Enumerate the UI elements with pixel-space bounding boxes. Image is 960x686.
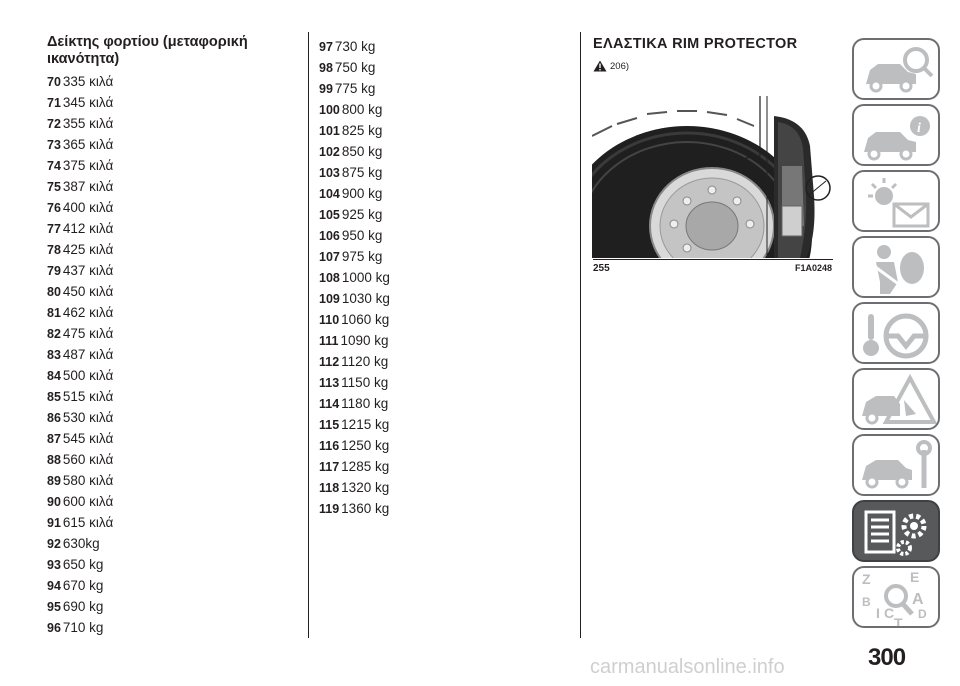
emergency-icon <box>854 370 940 430</box>
svg-text:B: B <box>862 595 871 609</box>
load-capacity-value: 750 kg <box>334 60 376 75</box>
load-capacity-value: 670 kg <box>62 578 104 593</box>
load-index-row <box>47 365 113 386</box>
load-index-row <box>47 134 113 155</box>
load-index-row <box>319 120 390 141</box>
load-capacity-value: 437 κιλά <box>62 263 114 278</box>
tab-dashboard[interactable] <box>852 38 940 100</box>
load-index-row <box>47 281 113 302</box>
svg-text:T: T <box>894 615 903 630</box>
load-index-row <box>47 554 113 575</box>
load-index-row <box>47 491 113 512</box>
load-index-number: 110 <box>319 313 340 327</box>
load-capacity-value: 1000 kg <box>341 270 390 285</box>
maintenance-icon <box>854 436 940 496</box>
load-index-number: 85 <box>47 390 61 404</box>
load-index-row <box>47 239 113 260</box>
figure-number: 255 <box>593 263 610 274</box>
load-capacity-value: 355 κιλά <box>62 116 114 131</box>
load-index-number: 71 <box>47 96 61 110</box>
load-capacity-value: 425 κιλά <box>62 242 114 257</box>
load-capacity-value: 900 kg <box>341 186 383 201</box>
rim-protector-title: ΕΛΑΣΤΙΚΑ RIM PROTECTOR <box>593 36 798 52</box>
load-index-row <box>319 372 390 393</box>
load-index-row <box>319 330 390 351</box>
load-index-row <box>47 176 113 197</box>
lights-message-icon <box>854 172 940 232</box>
load-index-row <box>47 302 113 323</box>
load-index-number: 75 <box>47 180 61 194</box>
load-index-row <box>47 197 113 218</box>
load-index-number: 106 <box>319 229 340 243</box>
svg-text:I: I <box>876 605 880 621</box>
load-index-number: 99 <box>319 82 333 96</box>
load-capacity-value: 412 κιλά <box>62 221 114 236</box>
load-index-number: 114 <box>319 397 340 411</box>
load-index-row <box>47 92 113 113</box>
load-index-row <box>47 155 113 176</box>
load-index-row <box>47 617 113 638</box>
svg-text:i: i <box>917 121 921 136</box>
load-index-number: 78 <box>47 243 61 257</box>
load-capacity-value: 1215 kg <box>341 417 390 432</box>
load-capacity-value: 1120 kg <box>341 354 389 369</box>
load-index-row <box>319 477 390 498</box>
load-index-number: 74 <box>47 159 61 173</box>
load-index-number: 91 <box>47 516 61 530</box>
svg-text:D: D <box>918 607 927 621</box>
load-capacity-value: 560 κιλά <box>62 452 114 467</box>
steering-starting-icon <box>854 304 940 364</box>
load-capacity-value: 462 κιλά <box>62 305 114 320</box>
load-capacity-value: 825 kg <box>341 123 383 138</box>
load-index-number: 117 <box>319 460 340 474</box>
load-capacity-value: 1090 kg <box>340 333 389 348</box>
load-capacity-value: 650 kg <box>62 557 104 572</box>
load-index-row <box>47 407 113 428</box>
watermark: carmanualsonline.info <box>590 656 785 678</box>
load-capacity-value: 615 κιλά <box>62 515 114 530</box>
load-index-row <box>47 596 113 617</box>
load-index-number: 109 <box>319 292 340 306</box>
tab-technical-data[interactable] <box>852 500 940 562</box>
tab-starting-driving[interactable] <box>852 302 940 364</box>
load-index-row <box>319 435 390 456</box>
load-index-row <box>319 288 390 309</box>
load-index-row <box>319 183 390 204</box>
dashboard-car-icon <box>854 40 940 100</box>
page-number: 300 <box>868 644 906 671</box>
load-index-row <box>319 498 390 519</box>
load-index-row <box>47 218 113 239</box>
load-capacity-value: 345 κιλά <box>62 95 114 110</box>
load-index-number: 70 <box>47 75 61 89</box>
load-capacity-value: 730 kg <box>334 39 376 54</box>
load-index-row <box>47 449 113 470</box>
load-capacity-value: 475 κιλά <box>62 326 114 341</box>
load-capacity-value: 1150 kg <box>341 375 389 390</box>
load-index-row <box>319 204 390 225</box>
load-index-number: 100 <box>319 103 340 117</box>
load-index-number: 89 <box>47 474 61 488</box>
load-index-row <box>47 344 113 365</box>
load-capacity-value: 600 κιλά <box>62 494 114 509</box>
load-index-row <box>319 456 390 477</box>
load-capacity-value: 487 κιλά <box>62 347 114 362</box>
load-index-row <box>319 393 390 414</box>
svg-text:A: A <box>912 591 924 608</box>
load-capacity-value: 800 kg <box>341 102 383 117</box>
tab-emergency[interactable] <box>852 368 940 430</box>
load-index-number: 95 <box>47 600 61 614</box>
load-index-number: 76 <box>47 201 61 215</box>
load-index-number: 116 <box>319 439 340 453</box>
load-capacity-value: 375 κιλά <box>62 158 114 173</box>
load-index-number: 115 <box>319 418 340 432</box>
index-az-icon <box>854 568 940 628</box>
load-index-number: 113 <box>319 376 340 390</box>
figure-rule <box>593 259 833 260</box>
load-index-row <box>47 428 113 449</box>
load-index-number: 83 <box>47 348 61 362</box>
svg-text:E: E <box>910 569 920 585</box>
load-index-number: 77 <box>47 222 61 236</box>
load-capacity-value: 710 kg <box>62 620 104 635</box>
load-capacity-value: 1285 kg <box>341 459 390 474</box>
column-divider <box>580 32 581 638</box>
load-index-row <box>319 78 390 99</box>
tab-index[interactable] <box>852 566 940 628</box>
load-index-number: 93 <box>47 558 61 572</box>
load-index-row <box>47 470 113 491</box>
load-capacity-value: 387 κιλά <box>62 179 114 194</box>
load-index-row <box>319 246 390 267</box>
load-index-row <box>47 323 113 344</box>
load-capacity-value: 1320 kg <box>341 480 390 495</box>
car-info-icon <box>854 106 940 166</box>
warning-reference <box>593 60 629 72</box>
load-capacity-value: 875 kg <box>341 165 383 180</box>
load-capacity-value: 335 κιλά <box>62 74 114 89</box>
tab-car-info[interactable] <box>852 104 940 166</box>
load-index-number: 80 <box>47 285 61 299</box>
load-index-column-2 <box>319 36 390 519</box>
rim-protector-tire-figure <box>592 96 832 258</box>
load-index-number: 104 <box>319 187 340 201</box>
load-index-number: 88 <box>47 453 61 467</box>
load-capacity-value: 1360 kg <box>341 501 390 516</box>
load-capacity-value: 850 kg <box>341 144 383 159</box>
load-index-number: 118 <box>319 481 340 495</box>
load-capacity-value: 975 kg <box>341 249 383 264</box>
load-index-number: 96 <box>47 621 61 635</box>
load-index-column-1 <box>47 71 113 638</box>
load-capacity-value: 950 kg <box>341 228 383 243</box>
load-index-number: 105 <box>319 208 340 222</box>
load-index-row <box>319 141 390 162</box>
load-index-row <box>47 575 113 596</box>
load-capacity-value: 580 κιλά <box>62 473 114 488</box>
warning-triangle-icon <box>593 60 607 72</box>
load-index-number: 107 <box>319 250 340 264</box>
load-index-number: 102 <box>319 145 340 159</box>
airbag-safety-icon <box>854 238 940 298</box>
load-capacity-value: 530 κιλά <box>62 410 114 425</box>
load-index-row <box>319 267 390 288</box>
load-index-number: 97 <box>319 40 333 54</box>
load-capacity-value: 515 κιλά <box>62 389 114 404</box>
load-index-number: 92 <box>47 537 61 551</box>
load-index-row <box>47 71 113 92</box>
load-capacity-value: 365 κιλά <box>62 137 114 152</box>
load-index-row <box>319 162 390 183</box>
load-index-number: 81 <box>47 306 61 320</box>
load-index-number: 103 <box>319 166 340 180</box>
load-capacity-value: 450 κιλά <box>62 284 114 299</box>
load-index-number: 86 <box>47 411 61 425</box>
load-index-number: 112 <box>319 355 340 369</box>
load-index-number: 94 <box>47 579 61 593</box>
load-capacity-value: 630kg <box>62 536 100 551</box>
section-heading: Δείκτης φορτίου (μεταφορική ικανότητα) <box>47 34 248 67</box>
load-index-number: 98 <box>319 61 333 75</box>
load-index-row <box>47 260 113 281</box>
load-index-number: 108 <box>319 271 340 285</box>
load-index-number: 79 <box>47 264 61 278</box>
load-index-row <box>47 533 113 554</box>
load-index-number: 90 <box>47 495 61 509</box>
load-capacity-value: 1180 kg <box>341 396 389 411</box>
load-index-number: 82 <box>47 327 61 341</box>
load-index-number: 73 <box>47 138 61 152</box>
load-index-row <box>319 99 390 120</box>
load-capacity-value: 1250 kg <box>341 438 390 453</box>
load-index-number: 84 <box>47 369 61 383</box>
load-index-number: 101 <box>319 124 340 138</box>
load-capacity-value: 1060 kg <box>341 312 390 327</box>
load-index-row <box>47 386 113 407</box>
svg-text:C: C <box>884 605 895 621</box>
load-index-row <box>319 309 390 330</box>
load-capacity-value: 690 kg <box>62 599 104 614</box>
technical-data-icon <box>854 502 940 562</box>
load-index-number: 119 <box>319 502 340 516</box>
load-index-row <box>47 113 113 134</box>
figure-code: F1A0248 <box>795 263 833 273</box>
svg-text:Z: Z <box>862 571 871 587</box>
tab-maintenance[interactable] <box>852 434 940 496</box>
load-index-row <box>319 414 390 435</box>
load-index-number: 87 <box>47 432 61 446</box>
load-index-row <box>319 57 390 78</box>
load-capacity-value: 775 kg <box>334 81 376 96</box>
load-index-number: 72 <box>47 117 61 131</box>
tab-lights-messages[interactable] <box>852 170 940 232</box>
load-capacity-value: 925 kg <box>341 207 383 222</box>
load-capacity-value: 500 κιλά <box>62 368 114 383</box>
tab-safety[interactable] <box>852 236 940 298</box>
load-index-row <box>319 225 390 246</box>
load-capacity-value: 400 κιλά <box>62 200 114 215</box>
load-index-row <box>319 351 390 372</box>
load-index-row <box>47 512 113 533</box>
load-capacity-value: 545 κιλά <box>62 431 114 446</box>
warning-ref-number: 206) <box>610 60 630 72</box>
load-index-number: 111 <box>319 334 339 348</box>
column-divider <box>308 32 309 638</box>
load-index-row <box>319 36 390 57</box>
load-capacity-value: 1030 kg <box>341 291 390 306</box>
